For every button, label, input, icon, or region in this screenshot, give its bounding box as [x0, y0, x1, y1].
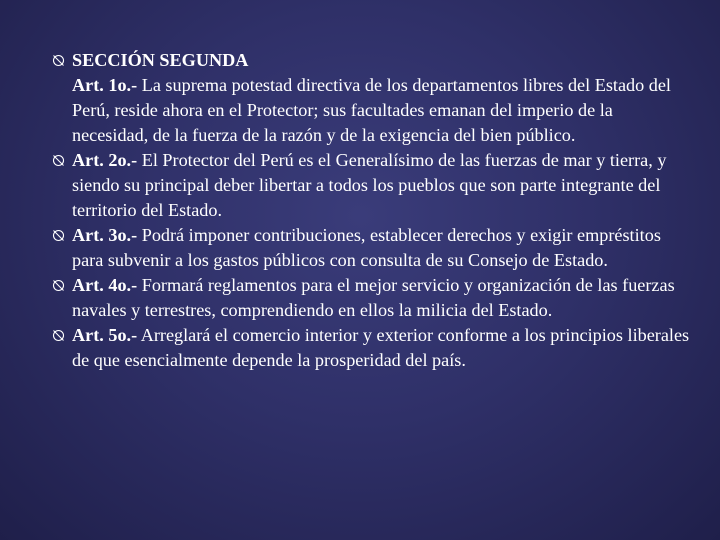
crossed-circle-bullet-icon [52, 154, 65, 167]
crossed-circle-bullet-icon [52, 279, 65, 292]
article-text: Arreglará el comercio interior y exterior conforme a los principios liberales de que esencialmente depende la prosperidad del país. [72, 325, 690, 370]
article-text: Formará reglamentos para el mejor servicio y organización de las fuerzas navales y terrestres, comprendiendo en ellos la milicia del Estado. [72, 275, 675, 320]
list-item [52, 148, 692, 223]
slide-content [52, 48, 692, 373]
article-text: El Protector del Perú es el Generalísimo de las fuerzas de mar y tierra, y siendo su principal deber libertar a todos los pueblos que son parte integrante del territorio del Estado. [72, 150, 667, 220]
article-text: Podrá imponer contribuciones, establecer derechos y exigir empréstitos para subvenir a los gastos públicos con consulta de su Consejo de Estado. [72, 225, 661, 270]
list-item [52, 48, 692, 148]
article-label: Art. 4o.- [72, 275, 138, 295]
article-label: Art. 3o.- [72, 225, 138, 245]
crossed-circle-bullet-icon [52, 54, 65, 67]
article-label: Art. 5o.- [72, 325, 138, 345]
list-item [52, 223, 692, 273]
section-heading: SECCIÓN SEGUNDA [72, 50, 249, 70]
crossed-circle-bullet-icon [52, 229, 65, 242]
article-label: Art. 1o.- [72, 75, 138, 95]
list-item [52, 323, 692, 373]
crossed-circle-bullet-icon [52, 329, 65, 342]
article-label: Art. 2o.- [72, 150, 138, 170]
list-item [52, 273, 692, 323]
article-text: La suprema potestad directiva de los departamentos libres del Estado del Perú, reside ahora en el Protector; sus facultades emanan del imperio de la necesidad, de la fuerza de la razón y de la exigencia del bien público. [72, 75, 671, 145]
